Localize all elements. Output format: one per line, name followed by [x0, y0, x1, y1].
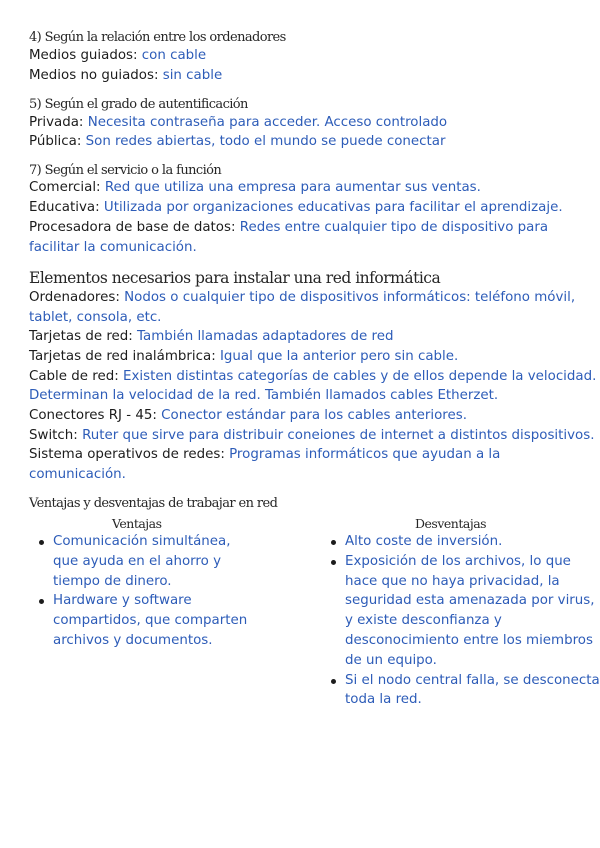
row-tarjetas-red — [29, 327, 393, 347]
row-value: Programas informáticos que ayudan a la — [229, 447, 501, 462]
row-value: sin cable — [162, 68, 223, 83]
row-label: Pública: — [29, 134, 82, 149]
item-line: toda la red. — [345, 692, 422, 708]
row-value: Utilizada por organizaciones educativas para facilitar el aprendizaje. — [103, 200, 563, 215]
row-label: Medios no guiados: — [29, 68, 159, 83]
row-value: Ruter que sirve para distribuir coneiones de internet a distintos dispositivos. — [82, 428, 595, 443]
pros-column-title: Ventajas — [112, 516, 162, 531]
row-label: Cable de red: — [29, 369, 119, 384]
cons-item — [325, 671, 599, 711]
elements-heading: Elementos necesarios para instalar una red informática — [29, 269, 441, 287]
item-line: Exposición de los archivos, lo que — [345, 553, 571, 569]
row-label: Ordenadores: — [29, 290, 120, 305]
row-label: Comercial: — [29, 180, 101, 195]
row-tarjetas-inalambrica — [29, 347, 458, 367]
row-privada — [29, 113, 447, 133]
row-cable-red — [29, 367, 596, 387]
item-line: archivos y documentos. — [53, 632, 213, 648]
row-value: Son redes abiertas, todo el mundo se puede conectar — [85, 134, 446, 149]
row-publica — [29, 132, 445, 152]
row-label: Privada: — [29, 115, 84, 130]
item-line: hace que no haya privacidad, la — [345, 573, 560, 589]
row-switch — [29, 426, 594, 446]
row-label: Conectores RJ - 45: — [29, 408, 157, 423]
row-procesadora-cont: facilitar la comunicación. — [29, 240, 197, 255]
cons-item — [325, 532, 599, 552]
item-line: compartidos, que comparten — [53, 613, 248, 629]
row-label: Tarjetas de red: — [29, 329, 133, 344]
item-line: Si el nodo central falla, se desconecta — [345, 672, 600, 688]
row-label: Sistema operativos de redes: — [29, 447, 225, 462]
section-7-heading: 7) Según el servicio o la función — [29, 163, 222, 178]
row-value: Red que utiliza una empresa para aumentar sus ventas. — [104, 180, 481, 195]
row-ordenadores-cont: tablet, consola, etc. — [29, 310, 162, 325]
section-4-heading: 4) Según la relación entre los ordenadores — [29, 30, 286, 45]
row-sistema-operativo — [29, 445, 500, 465]
row-label: Medios guiados: — [29, 48, 138, 63]
row-conectores — [29, 406, 467, 426]
item-line: Hardware y software — [53, 593, 192, 609]
pros-item — [33, 591, 283, 650]
row-value: Necesita contraseña para acceder. Acceso controlado — [87, 115, 448, 130]
proscons-heading: Ventajas y desventajas de trabajar en red — [29, 496, 278, 511]
row-comercial — [29, 178, 481, 198]
item-line: que ayuda en el ahorro y — [53, 553, 221, 569]
pros-item — [33, 532, 283, 591]
row-procesadora — [29, 218, 548, 238]
row-ordenadores — [29, 288, 575, 308]
row-value: Existen distintas categorías de cables y de ellos depende la velocidad. — [123, 369, 597, 384]
row-label: Switch: — [29, 428, 78, 443]
pros-list — [33, 532, 283, 651]
row-value: Igual que la anterior pero sin cable. — [219, 349, 459, 364]
item-line: y existe desconfianza y — [345, 613, 502, 629]
row-value: Nodos o cualquier tipo de dispositivos informáticos: teléfono móvil, — [124, 290, 576, 305]
row-sistema-operativo-cont: comunicación. — [29, 467, 126, 482]
row-medios-guiados — [29, 46, 206, 66]
row-educativa — [29, 198, 563, 218]
item-line: desconocimiento entre los miembros — [345, 632, 593, 648]
row-medios-no-guiados — [29, 66, 222, 86]
cons-list — [325, 532, 599, 710]
row-cable-red-cont: Determinan la velocidad de la red. También llamados cables Etherzet. — [29, 388, 499, 403]
cons-item — [325, 552, 599, 671]
item-line: Comunicación simultánea, — [53, 534, 231, 549]
row-label: Tarjetas de red inalámbrica: — [29, 349, 216, 364]
section-5-heading: 5) Según el grado de autentificación — [29, 97, 248, 112]
item-line: seguridad esta amenazada por virus, — [345, 593, 595, 609]
item-line: tiempo de dinero. — [53, 573, 172, 589]
item-line: Alto coste de inversión. — [345, 534, 503, 549]
row-value: con cable — [141, 48, 207, 63]
row-value: Conector estándar para los cables anteriores. — [161, 408, 467, 423]
cons-column-title: Desventajas — [415, 516, 487, 531]
item-line: de un equipo. — [345, 652, 437, 668]
row-label: Procesadora de base de datos: — [29, 220, 236, 235]
row-value: También llamadas adaptadores de red — [137, 329, 394, 344]
row-value: Redes entre cualquier tipo de dispositivo para — [239, 220, 549, 235]
row-label: Educativa: — [29, 200, 100, 215]
